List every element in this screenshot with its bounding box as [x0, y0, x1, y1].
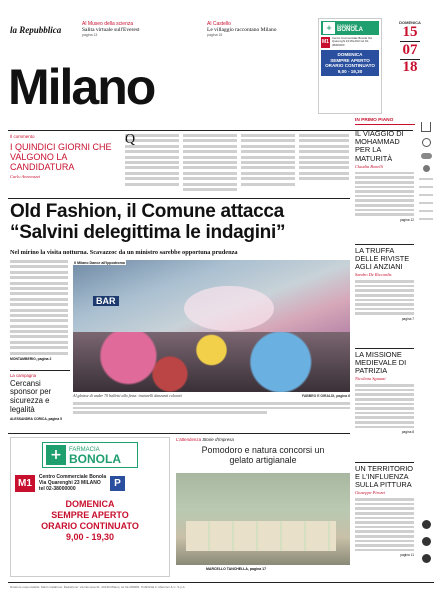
primo-page: pagina 7 [401, 317, 414, 322]
ad-line: DOMENICA [337, 52, 363, 57]
teaser-page: pagina 13 [82, 33, 98, 37]
ad-hours-block [15, 499, 165, 543]
food-subkicker: Storie d'impresa [202, 437, 234, 442]
ad-bottom-pharmacy[interactable] [10, 437, 170, 577]
photo-label: Il Milano Dance all'Ippodromo [74, 260, 125, 265]
ad-line: SEMPRE APERTO [330, 57, 370, 63]
masthead-rule [8, 130, 413, 131]
metro-badge: M1 [321, 37, 330, 48]
phone-icon [422, 537, 431, 546]
food-title: Pomodoro e natura concorsi un gelato artigianale [201, 445, 325, 465]
section-rule [8, 198, 350, 199]
icon-strip-bottom [418, 520, 434, 563]
primo-item-3[interactable] [355, 348, 414, 434]
primo-author: Nicoletta Sguazzi [355, 376, 386, 382]
sun-icon [423, 165, 430, 172]
gelato-tubs [186, 521, 336, 551]
crowd [73, 332, 350, 392]
photo-caption [73, 394, 350, 399]
commentary-body-4 [299, 134, 349, 196]
city-title: Milano [8, 59, 155, 115]
commentary-body [125, 134, 179, 196]
church-icon [421, 122, 431, 132]
ad-hours: 9,00 - 19,30 [65, 531, 115, 542]
teaser-science[interactable] [82, 21, 202, 37]
section-label: IN PRIMO PIANO [355, 118, 415, 125]
pharmacy-brand-top: FARMACIA [69, 447, 100, 453]
icon-strip [418, 122, 434, 220]
lead-photo[interactable] [73, 260, 350, 392]
lead-subhead: Nel mirino la visita notturna. Scavazzoc da un ministro sarebbe opportuna prudenza [10, 249, 238, 256]
footer-rule [8, 582, 434, 583]
teaser-kicker: Al Museo della scienza [82, 21, 134, 27]
date-day: 15 [402, 24, 418, 40]
primo-page: pagina 8 [401, 430, 414, 435]
food-credit: MARCELLO TANCHELLA, pagina 17 [206, 567, 267, 571]
bar-sign: BAR [93, 296, 119, 306]
teaser-kicker: Al Castello [207, 21, 231, 27]
campaign-byline: ALESSANDRA CORICA, pagina 5 [10, 417, 62, 422]
parking-icon: P [110, 476, 125, 491]
issue-date [388, 20, 432, 75]
primo-title: IL VIAGGIO DI MOHAMMAD PER LA MATURITÀ [355, 129, 404, 163]
pharmacy-logo [321, 21, 379, 35]
pharmacy-logo [42, 442, 138, 468]
cross-icon: + [323, 22, 335, 34]
primo-author: Claudia Bonelli [355, 163, 383, 169]
primo-item-1[interactable] [355, 130, 414, 222]
ad-line: DOMENICA [65, 498, 115, 509]
cloud-icon [421, 153, 432, 159]
primo-title: UN TERRITORIO E L'INFLUENZA SULLA PITTURA [355, 463, 414, 490]
pharmacy-brand-top: FARMACIA [337, 23, 358, 28]
primo-title: LA TRUFFA DELLE RIVISTE AGLI ANZIANI [355, 245, 410, 272]
primo-author: Giuseppe Pirozzi [355, 490, 385, 496]
primo-page: pagina 11 [400, 553, 414, 558]
commentary[interactable] [10, 134, 120, 179]
colour-powder-cloud [184, 286, 274, 331]
date-year: 18 [402, 59, 418, 76]
weather-icon [422, 138, 431, 147]
food-kicker: L'attendenza [176, 437, 202, 442]
commentary-body-2 [183, 134, 237, 196]
ad-line: ORARIO CONTINUATO [325, 63, 375, 69]
app-icon [422, 554, 431, 563]
food-photo [176, 473, 350, 565]
lead-byline: MONTAMBERIO, pagina 2 [10, 357, 52, 362]
headline-line-1: Old Fashion, il Comune attacca [10, 201, 284, 222]
headline-line-2: “Salvini delegittima le indagini” [10, 222, 286, 243]
caption-text: Al glaisse di under 70 balletti alla festa: inuturelli danzanti colorati [73, 393, 182, 398]
primo-title: LA MISSIONE MEDIEVALE DI PATRIZIA [355, 349, 407, 376]
bottom-section-rule [8, 433, 350, 434]
pharmacy-brand-bottom: BONOLA [337, 27, 363, 33]
food-story[interactable] [176, 437, 350, 577]
ad-line: ORARIO CONTINUATO [41, 520, 139, 531]
footer-text: Direttore responsabile: Mario Calabresi. Redazione: via Nervesa 21, 20139 Milano, tel 02-480981. Pubblicità A. Manzoni & C. S.p.A. [10, 585, 186, 589]
drop-cap: Q [125, 132, 136, 147]
commentary-title: I QUINDICI GIORNI CHE VALGONO LA CANDIDATURA [10, 142, 112, 172]
cross-icon: + [46, 445, 66, 465]
campaign-story[interactable] [10, 370, 70, 421]
ad-address: Centro Commerciale Bonola Via Quarenghi 23 MILANO tel 02-38000000 [331, 36, 372, 47]
date-month: 07 [402, 41, 418, 58]
teaser-title: Le villaggio raccontano Milano [207, 27, 277, 33]
in-primo-piano [355, 118, 415, 125]
primo-author: Sandro De Riccardis [355, 272, 392, 278]
metro-badge: M1 [15, 475, 35, 492]
teaser-title: Salita virtuale sull'Everest [82, 27, 140, 33]
lead-headline[interactable] [10, 201, 350, 243]
caption-body [73, 402, 350, 414]
address-phone: tel 02-38000000 [38, 486, 76, 493]
commentary-body-3 [241, 134, 295, 196]
ad-hours: 9,00 - 19,30 [337, 68, 363, 74]
day-name: DOMENICA [399, 20, 421, 25]
commentary-author: Carlo Annovazzi [10, 174, 41, 179]
campaign-kicker: La campagna [10, 372, 37, 378]
brand-logo: la Repubblica [10, 25, 62, 35]
address-line: Centro Commerciale Bonola [38, 474, 107, 480]
pharmacy-brand-bottom: BONOLA [69, 452, 121, 466]
ad-line: SEMPRE APERTO [51, 509, 129, 520]
teaser-castle[interactable] [207, 21, 313, 37]
caption-credit: FABBRO E GIRALDI, pagina 6 [301, 394, 350, 398]
newspaper-icon [422, 520, 431, 529]
address-line: Via Quarenghi 23 MILANO [38, 480, 101, 487]
primo-item-4[interactable] [355, 462, 414, 557]
ad-hours-block [321, 50, 379, 76]
campaign-title: Cercansi sponsor per sicurezza e legalità [10, 378, 52, 414]
ad-address [39, 474, 106, 493]
teaser-page: pagina 15 [207, 33, 223, 37]
ad-top-pharmacy[interactable] [318, 18, 382, 114]
primo-item-2[interactable] [355, 244, 414, 321]
lead-body [10, 260, 68, 364]
primo-page: pagina 12 [399, 217, 414, 222]
commentary-kicker: Il commento [10, 134, 35, 139]
